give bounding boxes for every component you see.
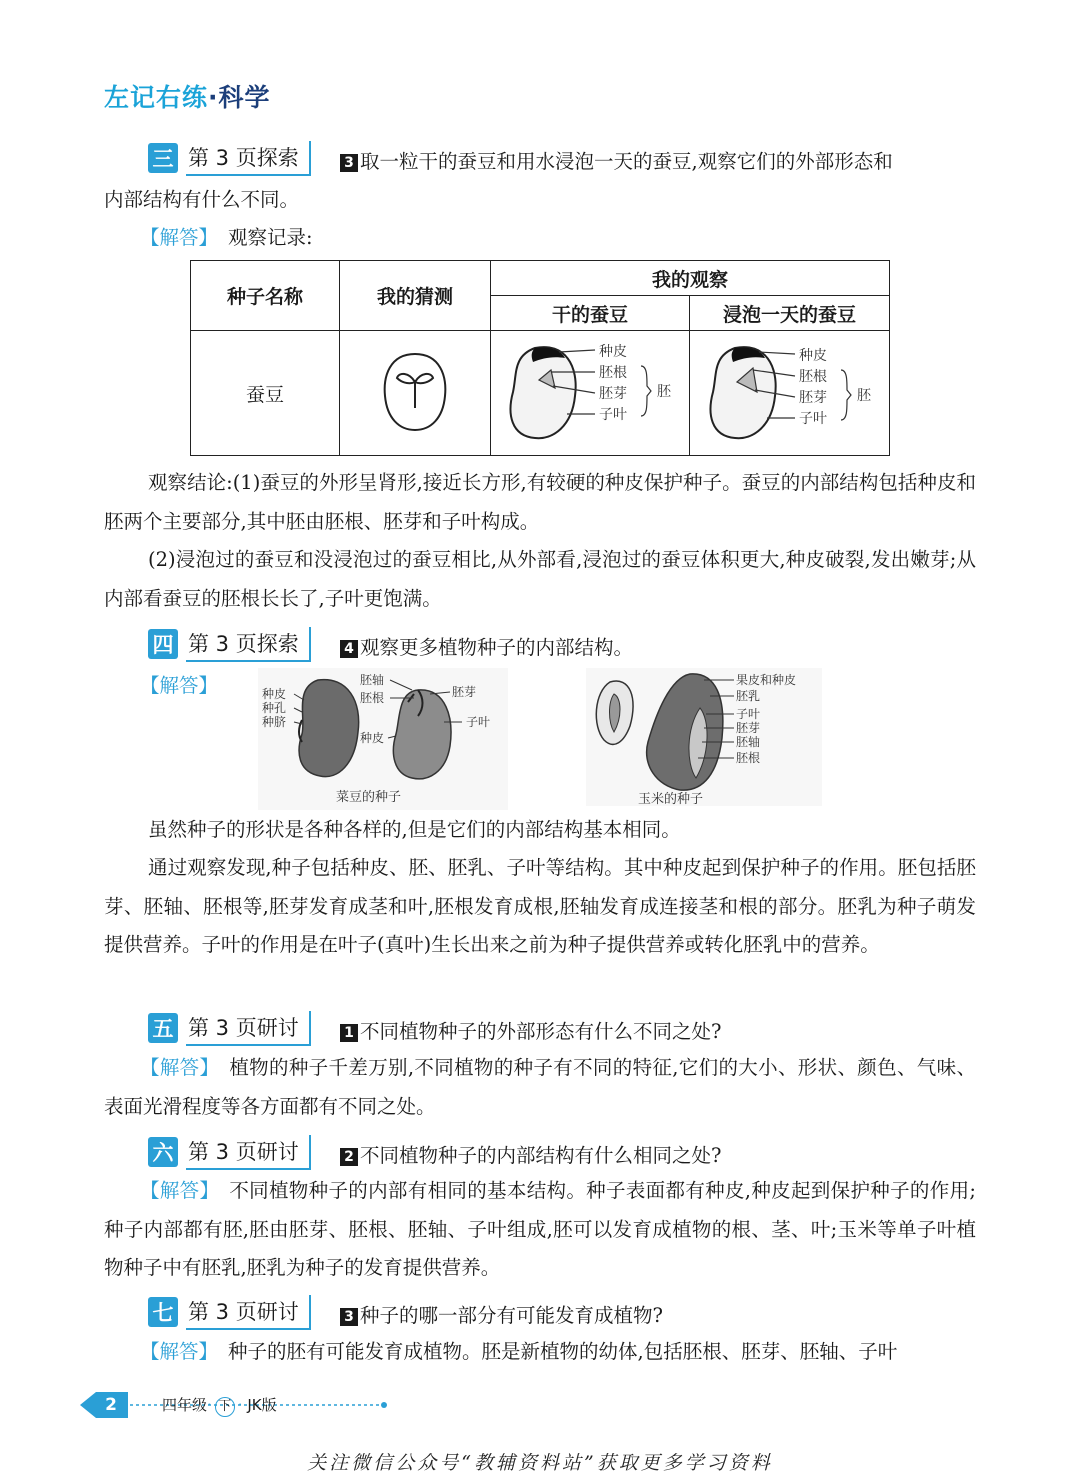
bean-label-hypocotyl: 胚轴 [360,673,385,687]
bean-label-coat-2: 种皮 [360,731,385,745]
corn-label-pericarp: 果皮和种皮 [736,673,797,687]
bottom-note: 关注微信公众号“教辅资料站”获取更多学习资料 [307,1452,773,1474]
section-3-header [148,140,311,176]
sec7-answer [104,1333,976,1372]
section-6-header [148,1134,311,1170]
question-text [340,1140,721,1168]
corn-seed-figure [586,668,822,806]
question-line-2: 内部结构有什么不同。 [104,188,300,211]
label-cotyledon: 子叶 [599,406,627,423]
label-seed-coat: 种皮 [798,347,827,364]
answer-text: 不同植物种子的内部有相同的基本结构。种子表面都有种皮,种皮起到保护种子的作用;种子内部都有胚,胚由胚芽、胚根、胚轴、子叶组成,胚可以发育成植物的根、茎、叶;玉米等单子叶植物种子中有胚乳,胚乳为种子的发育提供营养。 [104,1179,976,1279]
section-4-header [148,626,311,662]
label-plumule: 胚芽 [798,389,827,406]
corn-caption: 玉米的种子 [638,792,704,807]
label-radicle: 胚根 [798,368,827,385]
section-7-header [148,1294,311,1330]
answer-text: 植物的种子千差万别,不同植物的种子有不同的特征,它们的大小、形状、颜色、气味、表面光滑程度等各方面都有不同之处。 [104,1056,976,1118]
answer-tag: 【解答】 [140,1056,220,1079]
term-badge: 下 [215,1397,235,1417]
sec5-answer [104,1049,976,1126]
bean-label-micropyle: 种孔 [262,701,287,715]
question-line: 种子的哪一部分有可能发育成植物? [360,1304,663,1327]
conclusion-2: (2)浸泡过的蚕豆和没浸泡过的蚕豆相比,从外部看,浸泡过的蚕豆体积更大,种皮破裂,发出嫩芽;从内部看蚕豆的胚根长长了,子叶更饱满。 [104,548,976,610]
table-header-seed: 种子名称 [191,261,340,331]
question-number: 3 [340,154,358,172]
corn-label-cotyledon: 子叶 [736,707,761,721]
corn-label-hypocotyl: 胚轴 [736,735,761,749]
question-line: 观察更多植物种子的内部结构。 [360,636,634,659]
brand-main: 左记右练 [104,83,209,112]
edition-label: JK版 [247,1396,277,1414]
section-number: 七 [148,1297,178,1327]
answer-tag-row [140,670,228,698]
bean-label-plumule: 胚芽 [452,685,477,699]
section-number: 五 [148,1013,178,1043]
question-line-1: 取一粒干的蚕豆和用水浸泡一天的蚕豆,观察它们的外部形态和 [360,150,893,173]
section-label: 第 3 页探索 [186,141,311,176]
table-cell-name: 蚕豆 [191,331,340,456]
question-text [340,1300,663,1328]
answer-tag: 【解答】 [140,226,219,249]
question-text [340,1016,721,1044]
corn-label-plumule: 胚芽 [736,721,761,735]
corn-label-radicle: 胚根 [736,751,761,765]
label-embryo: 胚 [657,383,671,400]
brand-title [104,78,271,114]
section-number: 六 [148,1137,178,1167]
question-number: 1 [340,1024,358,1042]
section-number: 三 [148,143,178,173]
question-number: 2 [340,1148,358,1166]
bean-label-hilum: 种脐 [262,715,287,729]
table-header-observe: 我的观察 [491,261,890,296]
section-label: 第 3 页研讨 [186,1295,311,1330]
label-radicle: 胚根 [599,364,627,381]
label-plumule: 胚芽 [599,385,627,402]
table-header-guess: 我的猜测 [340,261,491,331]
grade-label: 四年级 [162,1396,208,1414]
question-text [340,632,633,660]
question-line: 不同植物种子的内部结构有什么相同之处? [360,1144,722,1167]
section-label: 第 3 页研讨 [186,1135,311,1170]
label-embryo: 胚 [856,387,871,404]
table-cell-guess [340,331,491,456]
sec6-answer [104,1172,976,1288]
answer-tag: 【解答】 [140,1340,219,1363]
question-number: 3 [340,1308,358,1326]
soaked-bean-diagram [695,336,885,446]
answer-text: 种子的胚有可能发育成植物。胚是新植物的幼体,包括胚根、胚芽、胚轴、子叶 [228,1340,898,1363]
answer-intro-text: 观察记录: [228,226,313,249]
sec4-paragraph-1: 虽然种子的形状是各种各样的,但是它们的内部结构基本相同。 [148,818,681,841]
dry-bean-diagram [495,336,685,446]
brand-sub: ·科学 [208,83,271,112]
grade-info: 四年级· 下 · JK版 [162,1394,277,1417]
corn-label-endosperm: 胚乳 [736,689,761,703]
question-line: 不同植物种子的外部形态有什么不同之处? [360,1020,722,1043]
table-subheader-soaked: 浸泡一天的蚕豆 [690,296,890,331]
bean-label-coat: 种皮 [262,687,287,701]
bean-label-cotyledon: 子叶 [466,715,491,729]
table-cell-soaked [690,331,890,456]
label-cotyledon: 子叶 [798,410,827,427]
question-number: 4 [340,640,358,658]
section-label: 第 3 页探索 [186,627,311,662]
answer-tag: 【解答】 [140,674,219,697]
section-number: 四 [148,629,178,659]
answer-intro [140,222,313,250]
section-label: 第 3 页研讨 [186,1011,311,1046]
label-seed-coat: 种皮 [599,343,627,360]
question-text [340,146,893,174]
section-5-header [148,1010,311,1046]
bean-label-radicle: 胚根 [360,691,385,705]
conclusion-1: 观察结论:(1)蚕豆的外形呈肾形,接近长方形,有较硬的种皮保护种子。蚕豆的内部结构包括种皮和胚两个主要部分,其中胚由胚根、胚芽和子叶构成。 [104,471,976,533]
table-cell-dry [491,331,690,456]
sec4-paragraph-2: 通过观察发现,种子包括种皮、胚、胚乳、子叶等结构。其中种皮起到保护种子的作用。胚包括胚芽、胚轴、胚根等,胚芽发育成茎和叶,胚根发育成根,胚轴发育成连接茎和根的部分。胚乳为种子萌发提供营养。子叶的作用是在叶子(真叶)生长出来之前为种子提供营养或转化胚乳中的营养。 [104,856,976,956]
table-subheader-dry: 干的蚕豆 [491,296,690,331]
observation-table [190,260,890,456]
bean-caption: 菜豆的种子 [336,790,402,805]
page-number: 2 [105,1395,117,1415]
guess-seed-drawing [375,346,455,436]
answer-tag: 【解答】 [140,1179,220,1202]
